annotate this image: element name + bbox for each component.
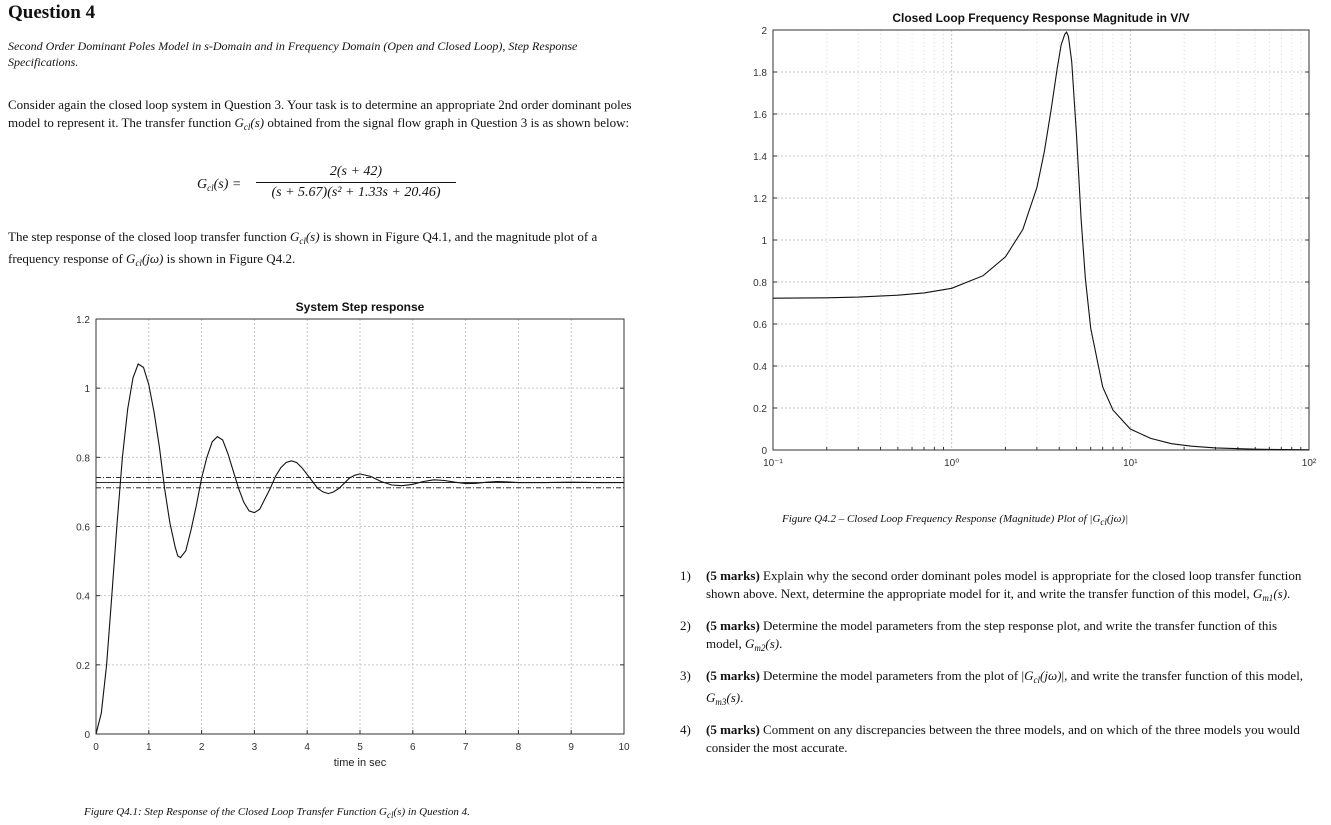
y-tick-label: 1.8 <box>753 68 767 79</box>
question-number: 4) <box>680 722 691 737</box>
x-tick-label: 10¹ <box>1123 458 1138 469</box>
question-item-3 <box>680 667 1310 711</box>
intro-text-before: Consider again the closed loop system in Question 3. Your task is to determine an appropriate 2nd order dominant poles model to represent it. The transfer function <box>8 97 632 130</box>
figures-paragraph <box>8 228 648 272</box>
question-item-2 <box>680 617 1310 657</box>
chart-title: Closed Loop Frequency Response Magnitude in V/V <box>892 11 1190 25</box>
y-tick-label: 1 <box>84 384 90 396</box>
x-tick-label: 8 <box>515 742 522 753</box>
x-tick-label: 1 <box>146 742 152 753</box>
gcl-symbol: $G_{cl}(s)$ <box>289 229 320 246</box>
question-title: Question 4 <box>8 2 96 23</box>
x-tick-label: 3 <box>251 742 258 753</box>
x-tick-label: 4 <box>304 742 310 753</box>
x-tick-label: 6 <box>410 742 416 753</box>
figures-text-2: is shown in Figure Q4.1, and the magnitude plot of a frequency response of <box>8 229 598 266</box>
question-number: 3) <box>680 668 691 683</box>
equation-fraction <box>256 164 456 201</box>
y-tick-label: 0 <box>761 446 767 457</box>
series-line--gcl-jw- <box>773 32 1309 450</box>
x-tick-label: 7 <box>462 742 469 753</box>
y-tick-label: 0 <box>84 730 90 741</box>
x-tick-label: 2 <box>198 742 205 753</box>
question-item-4 <box>680 721 1310 757</box>
figures-text-1: The step response of the closed loop transfer function <box>8 229 290 244</box>
question-text: (5 marks) Comment on any discrepancies between the three models, and on which of the three models you would consider the most accurate. <box>706 722 1300 755</box>
y-tick-label: 0.6 <box>76 522 90 534</box>
x-tick-label: 10² <box>1301 458 1317 469</box>
y-tick-label: 0.4 <box>76 591 90 603</box>
intro-paragraph <box>8 96 648 136</box>
x-tick-label: 5 <box>357 742 363 753</box>
y-tick-label: 1.2 <box>753 194 767 205</box>
x-tick-label: 0 <box>93 742 99 753</box>
question-text: (5 marks) Determine the model parameters from the step response plot, and write the transfer function of this model, $G_{m2}(s)$. <box>706 618 1278 653</box>
chart-title: System Step response <box>295 300 425 314</box>
x-axis-label: time in sec <box>333 757 387 769</box>
y-tick-label: 1.4 <box>753 152 767 163</box>
y-tick-label: 0.4 <box>753 362 767 373</box>
question-number: 2) <box>680 618 691 633</box>
question-item-1 <box>680 567 1310 607</box>
question-text: (5 marks) Explain why the second order dominant poles model is appropriate for the closed loop transfer function shown above. Next, determine the appropriate model for it, and write the transfer function of this model, $G_{m1}(s)$. <box>706 568 1302 603</box>
caption-frequency-response: Figure Q4.2 – Closed Loop Frequency Response (Magnitude) Plot of $|G_{cl}(j\omega)|$ <box>782 513 1129 527</box>
y-tick-label: 0.8 <box>753 278 767 289</box>
intro-text-after: obtained from the signal flow graph in Question 3 is as shown below: <box>264 115 630 130</box>
equation-numerator: 2(s + 42) <box>256 164 456 183</box>
equation-lhs: $G_{cl}(s)$ = <box>197 177 242 193</box>
frequency-response-chart <box>735 2 1325 480</box>
question-list <box>680 567 1310 767</box>
y-tick-label: 0.6 <box>753 320 767 331</box>
caption-step-response: Figure Q4.1: Step Response of the Closed Loop Transfer Function $G_{cl}(s)$ in Question 4. <box>84 806 470 820</box>
y-tick-label: 0.2 <box>753 404 767 415</box>
x-tick-label: 9 <box>568 742 574 753</box>
equation-denominator: (s + 5.67)(s² + 1.33s + 20.46) <box>271 185 441 200</box>
question-number: 1) <box>680 568 691 583</box>
y-tick-label: 1.6 <box>753 110 767 121</box>
gcl-jw-symbol: $G_{cl}(j\omega)$ <box>126 251 164 268</box>
question-subtitle: Second Order Dominant Poles Model in s-Domain and in Frequency Domain (Open and Closed Loop), Step Response Specifications. <box>8 39 578 69</box>
figures-text-3: is shown in Figure Q4.2. <box>163 251 296 266</box>
y-tick-label: 1.2 <box>76 315 90 326</box>
x-tick-label: 10⁻¹ <box>763 458 783 469</box>
question-text: (5 marks) Determine the model parameters from the plot of $|G_{cl}(j\omega)|$, and write the transfer function of this model, $G_{m3}(s)$. <box>706 668 1304 707</box>
x-tick-label: 10⁰ <box>944 458 960 469</box>
gcl-symbol: $G_{cl}(s)$ <box>234 115 265 132</box>
y-tick-label: 0.2 <box>76 660 90 672</box>
y-tick-label: 1 <box>761 236 767 247</box>
y-tick-label: 2 <box>761 26 767 37</box>
y-tick-label: 0.8 <box>76 453 90 465</box>
x-tick-label: 10 <box>618 742 630 753</box>
step-response-chart <box>60 295 650 775</box>
